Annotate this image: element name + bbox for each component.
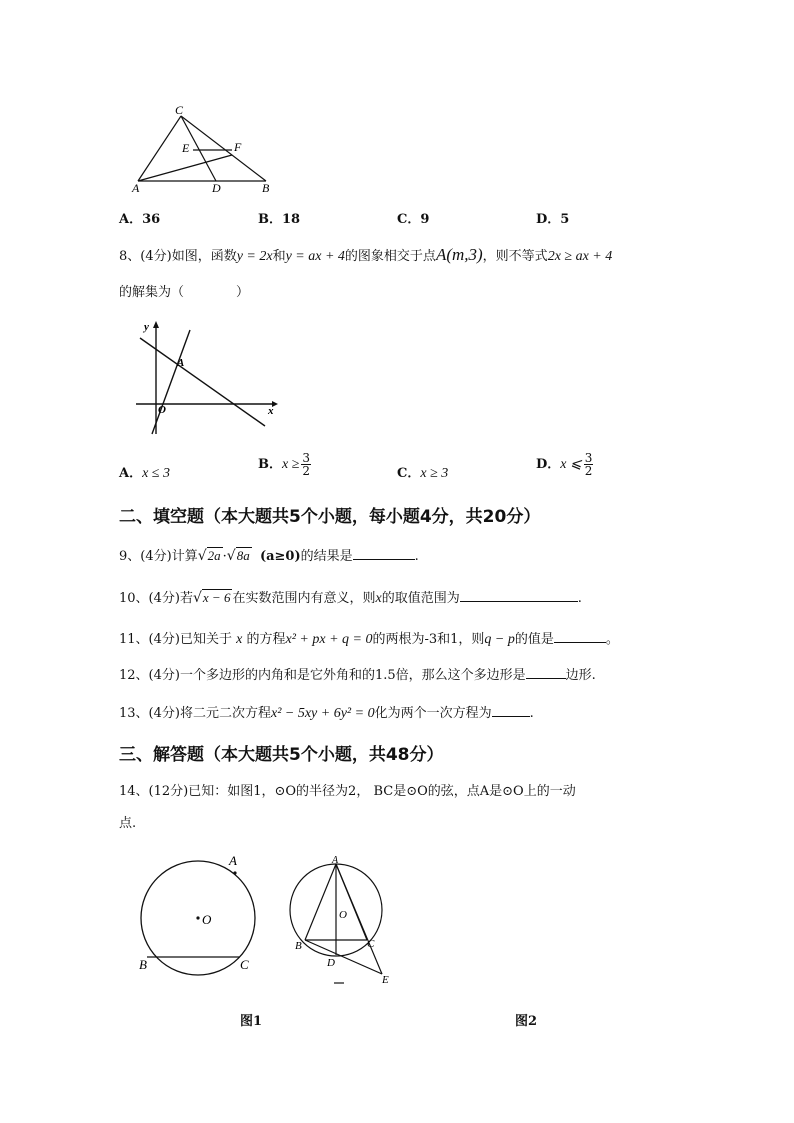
q9-radicand-1: 2a xyxy=(207,548,221,563)
circle-figure-1 xyxy=(130,848,266,976)
q9-radicand-2: 8a xyxy=(236,548,250,563)
fig2-point-d-label: D xyxy=(327,957,335,969)
origin-label: O xyxy=(158,404,166,416)
question-13: 13、(4分)将二元二次方程x² − 5xy + 6y² = 0化为两个一次方程为 . xyxy=(119,706,534,721)
question-9: 9、(4分)计算√2a ·√8a (a≥0)的结果是 . xyxy=(119,548,419,564)
fig2-center-o-label: O xyxy=(339,909,347,921)
vertex-c-label: C xyxy=(175,103,184,117)
q8-option-a: A．x ≤ 3 xyxy=(119,466,170,481)
q8-option-d: D．x ⩽ $\frac{3}{2}$ xyxy=(536,451,593,478)
q8-expr-2: y = ax + 4 xyxy=(285,249,345,264)
q13-answer-blank[interactable] xyxy=(492,704,530,717)
q7-option-a: A．36 xyxy=(119,212,161,227)
q7-option-c: C．9 xyxy=(397,212,430,227)
fig1-point-c-label: C xyxy=(240,957,249,972)
point-e-label: E xyxy=(182,141,190,155)
point-d-label: D xyxy=(212,181,221,195)
fig1-center-o-label: O xyxy=(202,912,212,927)
q9-answer-blank[interactable] xyxy=(353,547,415,560)
question-8-line1 xyxy=(119,245,612,265)
x-axis-label: x xyxy=(268,405,274,417)
fig1-point-a-label: A xyxy=(229,853,237,868)
y-axis-label: y xyxy=(144,321,149,333)
q8-expr-3: A(m,3) xyxy=(435,245,483,264)
point-f-label: F xyxy=(234,140,242,154)
fig2-point-e-label: E xyxy=(382,974,389,986)
q11-answer-blank[interactable] xyxy=(554,630,606,643)
section-2-heading: 二、填空题（本大题共5个小题，每小题4分，共20分） xyxy=(119,507,541,527)
fig2-point-a-label: A xyxy=(332,855,339,866)
q8-number: 8、(4分) xyxy=(119,249,172,264)
question-8-line2: 的解集为（ ） xyxy=(119,285,250,300)
question-14-line1: 14、(12分)已知：如图1，⊙O的半径为2， BC是⊙O的弦，点A是⊙O上的一动 xyxy=(119,784,576,799)
q8-text-4: ，则不等式 xyxy=(482,249,548,264)
fig1-point-b-label: B xyxy=(139,957,147,972)
q8-text-1: 如图，函数 xyxy=(171,249,237,264)
q8-expr-4: 2x ≥ ax + 4 xyxy=(547,249,613,264)
fig2-point-c-label: C xyxy=(367,938,375,950)
question-12: 12、(4分)一个多边形的内角和是它外角和的1.5倍，那么这个多边形是 边形. xyxy=(119,668,596,683)
figure-2-caption: 图2 xyxy=(515,1014,538,1029)
question-14-line2: 点. xyxy=(119,816,137,831)
linear-functions-graph xyxy=(130,316,280,440)
q7-option-d: D．5 xyxy=(536,212,570,227)
q8-text-3: 的图象相交于点 xyxy=(344,249,436,264)
q12-answer-blank[interactable] xyxy=(526,666,566,679)
q8-option-b: B．x ≥ $\frac{3}{2}$ xyxy=(258,451,311,478)
question-11: 11、(4分)已知关于 x 的方程x² + px + q = 0的两根为-3和1，则q − p的值是 。 xyxy=(119,632,619,647)
triangle-figure xyxy=(128,100,288,196)
q7-option-b: B．18 xyxy=(258,212,301,227)
circle-figure-2 xyxy=(285,852,397,988)
q8-expr-1: y = 2x xyxy=(236,249,273,264)
q10-radicand: x − 6 xyxy=(202,590,231,605)
fig2-point-b-label: B xyxy=(295,940,302,952)
q8-option-c: C．x ≥ 3 xyxy=(397,466,449,481)
figure-1-caption: 图1 xyxy=(240,1014,263,1029)
section-3-heading: 三、解答题（本大题共5个小题，共48分） xyxy=(119,745,444,765)
q8-text-2: 和 xyxy=(272,249,286,264)
vertex-b-label: B xyxy=(262,181,270,195)
q10-answer-blank[interactable] xyxy=(460,589,578,602)
vertex-a-label: A xyxy=(132,181,140,195)
point-a-label: A xyxy=(177,357,185,369)
question-10: 10、(4分)若√x − 6 在实数范围内有意义，则x的取值范围为 . xyxy=(119,590,582,606)
